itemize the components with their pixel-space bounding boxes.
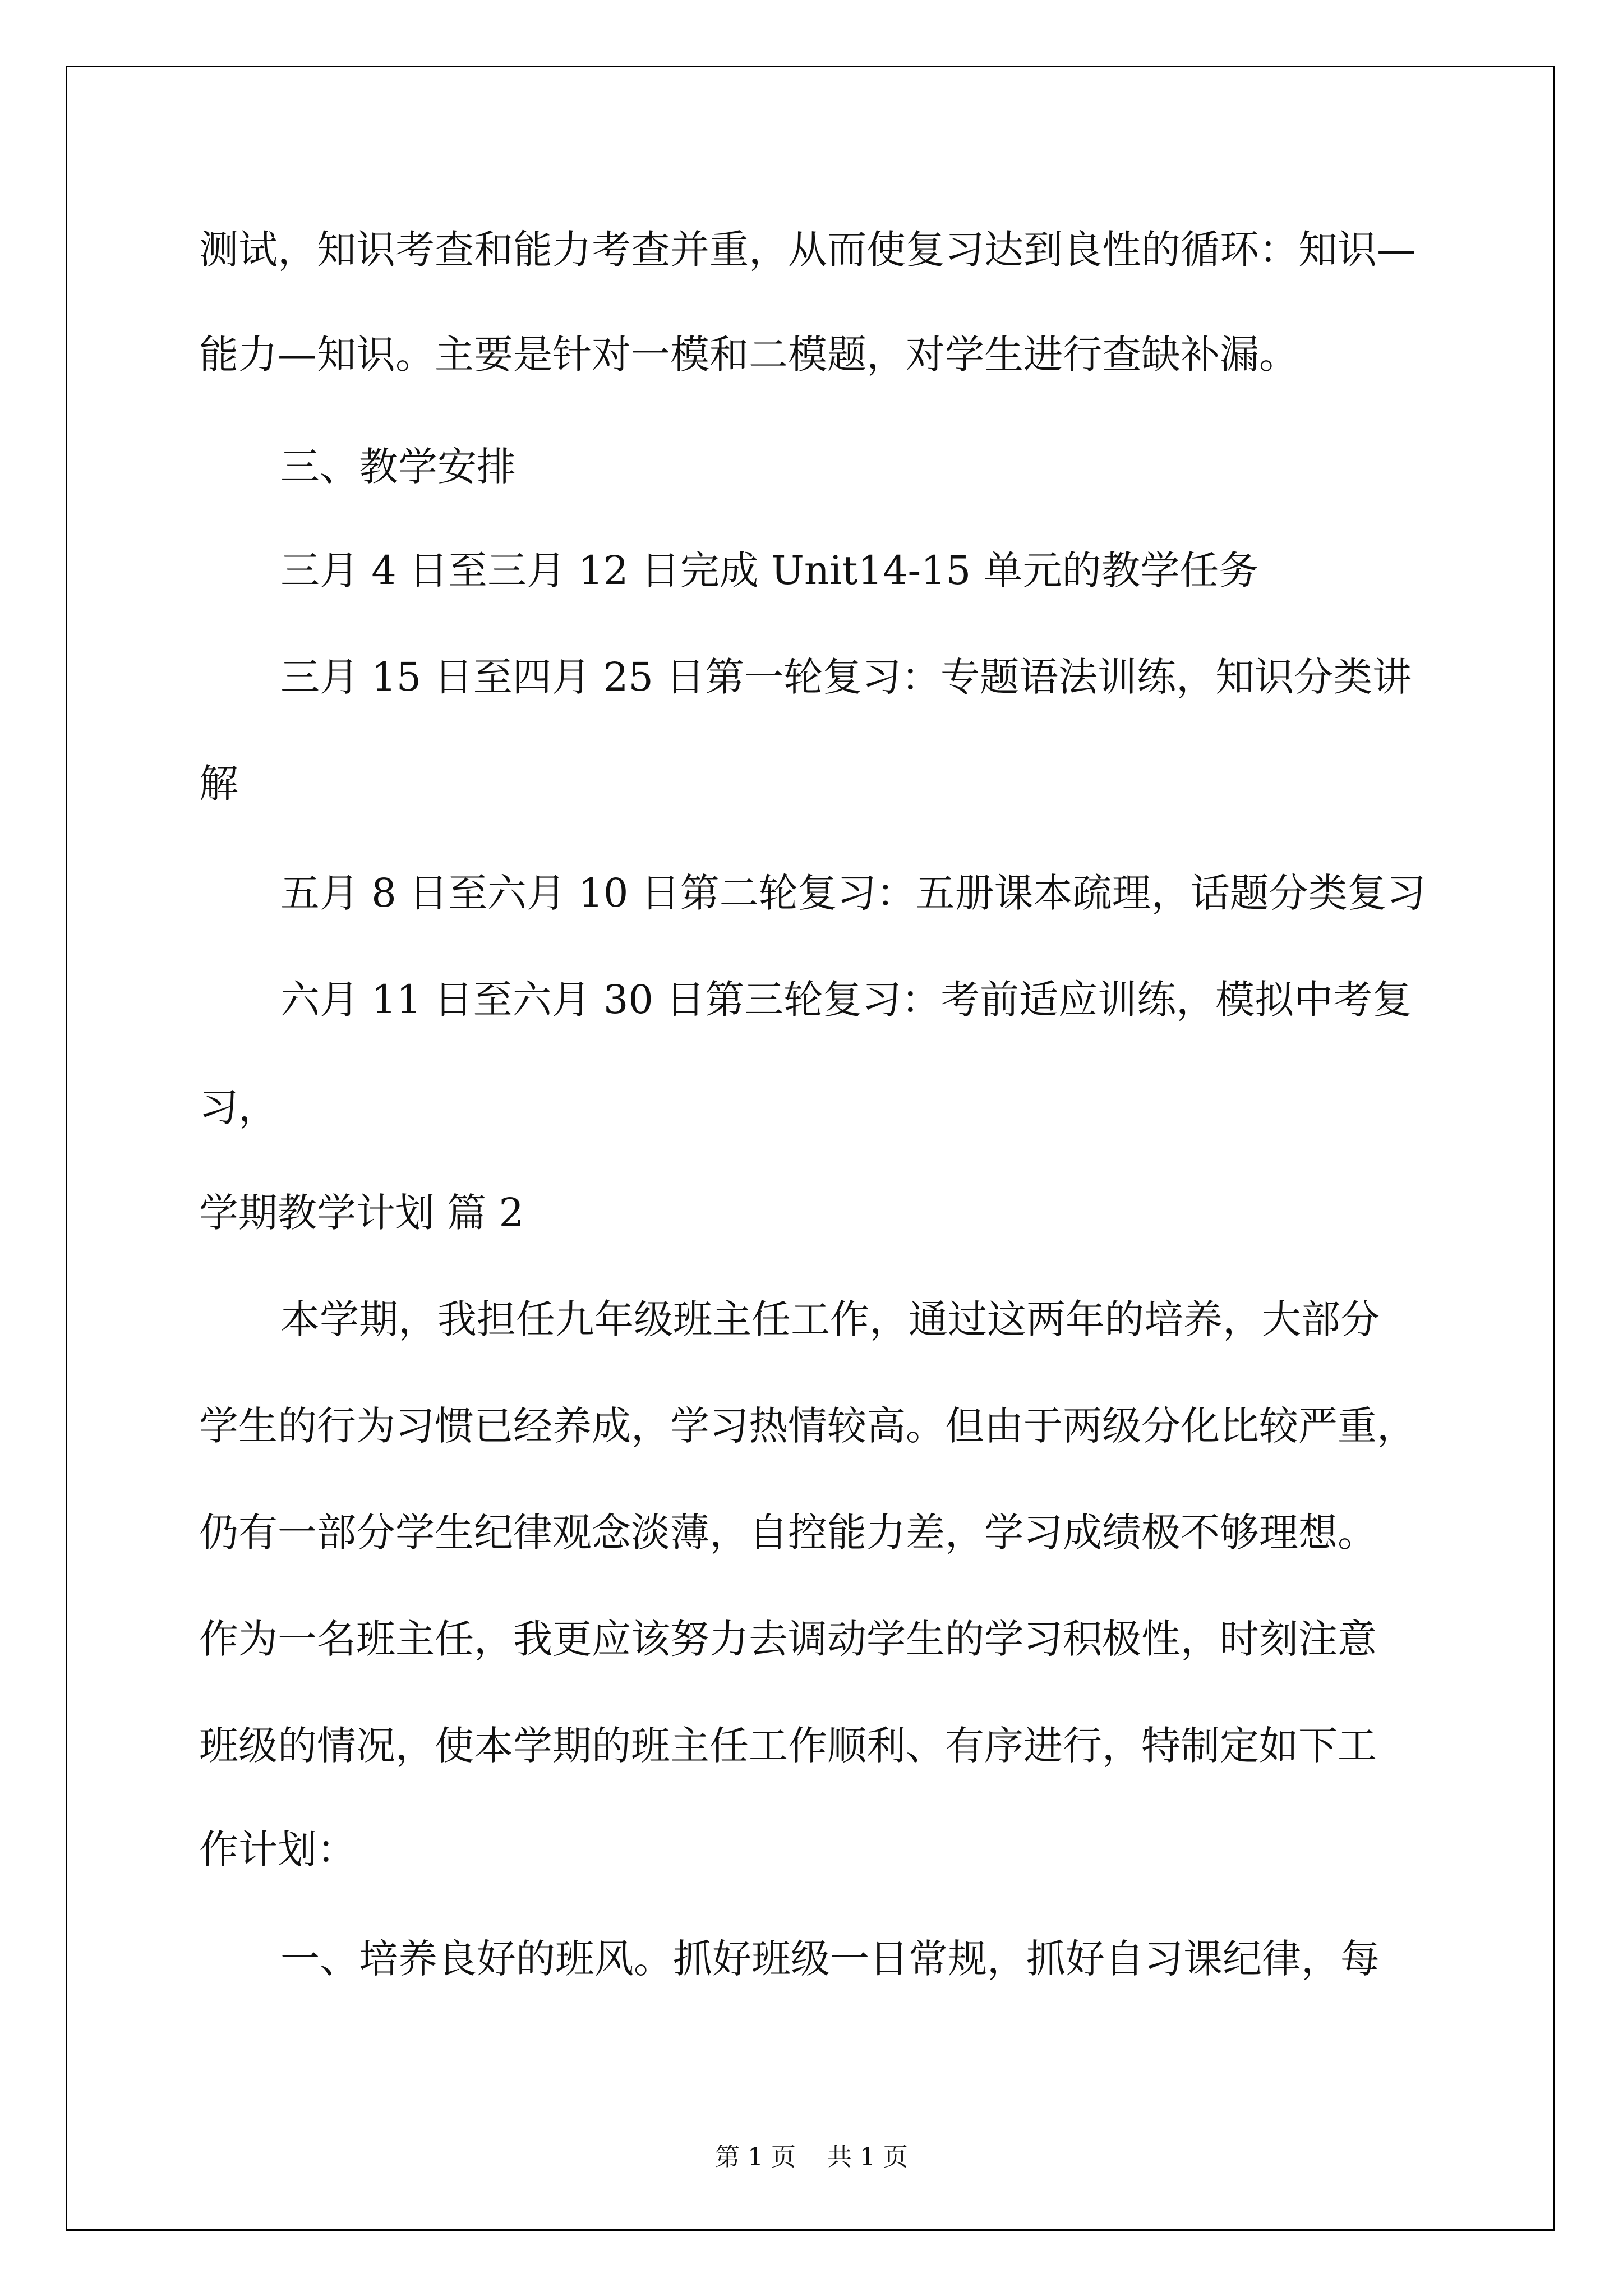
text-line: 三月 15 日至四月 25 日第一轮复习：专题语法训练，知识分类讲 [280, 654, 1412, 700]
page-number-footer: 第 1 页 共 1 页 [715, 2143, 908, 2171]
text-line: 仍有一部分学生纪律观念淡薄，自控能力差，学习成绩极不够理想。 [199, 1510, 1377, 1556]
text-line: 班级的情况，使本学期的班主任工作顺利、有序进行，特制定如下工 [199, 1723, 1377, 1769]
page-frame [66, 66, 1555, 2231]
text-line: 测试，知识考查和能力考查并重，从而使复习达到良性的循环：知识— [199, 227, 1416, 273]
text-line: 五月 8 日至六月 10 日第二轮复习：五册课本疏理，话题分类复习 [280, 870, 1426, 916]
text-line: 学生的行为习惯已经养成，学习热情较高。但由于两级分化比较严重， [199, 1403, 1416, 1449]
text-line: 解 [199, 761, 238, 807]
text-line: 六月 11 日至六月 30 日第三轮复习：考前适应训练，模拟中考复 [280, 977, 1412, 1023]
section-heading: 三、教学安排 [280, 444, 516, 490]
text-line: 能力—知识。主要是针对一模和二模题，对学生进行查缺补漏。 [199, 332, 1298, 378]
text-line: 三月 4 日至三月 12 日完成 Unit14-15 单元的教学任务 [280, 547, 1258, 593]
text-line: 习， [199, 1084, 278, 1130]
text-line: 本学期，我担任九年级班主任工作，通过这两年的培养，大部分 [280, 1296, 1380, 1342]
text-line: 作计划： [199, 1826, 356, 1872]
text-line: 作为一名班主任，我更应该努力去调动学生的学习积极性，时刻注意 [199, 1616, 1377, 1662]
article-heading: 学期教学计划 篇 2 [199, 1190, 524, 1236]
text-line: 一、培养良好的班风。抓好班级一日常规，抓好自习课纪律，每 [280, 1936, 1380, 1982]
